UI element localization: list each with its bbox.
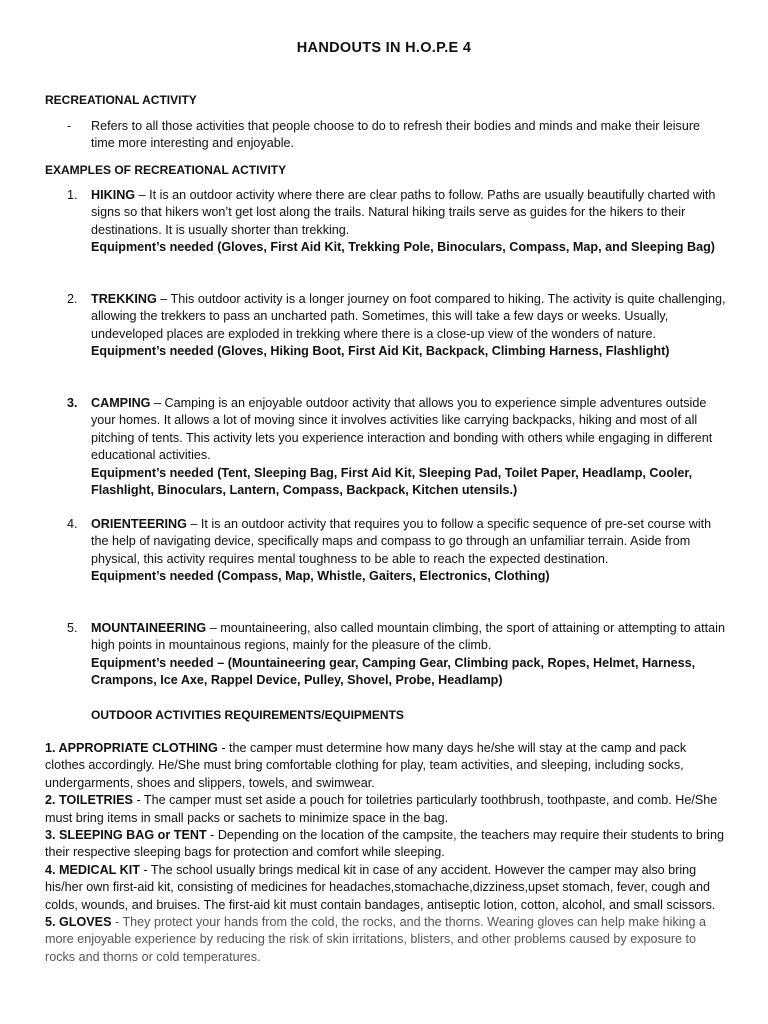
requirement-text: - They protect your hands from the cold, the rocks, and the thorns. Wearing gloves can help make hiking a more enjoyable experience by reducing the risk of skin irritations, blisters, and other problems caused by exposure to rocks and thorns or cold temperatures. [45,915,707,964]
example-description: – This outdoor activity is a longer journey on foot compared to hiking. The activity is quite challenging, allowing the trekkers to pass an uncharted path. Sometimes, this will take a few days or weeks. Usually, undeveloped places are exploded in trekking where there is a close-up view of the wonders of nature. [91,292,726,341]
example-name: CAMPING [91,396,151,410]
requirements-heading: OUTDOOR ACTIVITIES REQUIREMENTS/EQUIPMENTS [91,708,404,722]
example-name: HIKING [91,188,136,202]
example-number: 2. [67,292,78,306]
requirement-text: - The school usually brings medical kit in case of any accident. However the camper may also bring his/her own first-aid kit, consisting of medicines for headaches,stomachache,dizziness,upset stomach, fever, cough and colds, wounds, and bruises. The first-aid kit must contain bandages, antiseptic lotion, cotton, alcohol, and small scissors. [45,862,716,912]
recreational-definition [67,118,727,153]
definition-text: Refers to all those activities that people choose to do to refresh their bodies and minds and make their leisure time more interesting and enjoyable. [91,119,701,151]
examples-heading: EXAMPLES OF RECREATIONAL ACTIVITY [45,163,287,177]
example-item-orienteering [67,516,727,586]
example-item-trekking [67,291,727,361]
example-number: 5. [67,621,78,635]
dash-bullet: - [67,119,72,133]
requirement-item-clothing [45,740,725,792]
requirement-label: 2. TOILETRIES [45,793,133,808]
requirement-label: 3. SLEEPING BAG or TENT [45,828,207,843]
page-title: HANDOUTS IN H.O.P.E 4 [296,40,472,56]
example-number: 1. [67,188,78,202]
requirement-label: 5. GLOVES [45,915,112,930]
example-description: – Camping is an enjoyable outdoor activity that allows you to experience simple adventures outside your homes. It allows a lot of moving since it involves activities like carrying backpacks, hiking and most of all pitching of tents. This activity lets you experience interaction and bonding with others while engaging in different educational activities. [91,396,713,463]
example-item-camping [67,395,727,499]
recreational-heading: RECREATIONAL ACTIVITY [45,93,197,107]
example-equipment: Equipment’s needed (Tent, Sleeping Bag, First Aid Kit, Sleeping Pad, Toilet Paper, Headlamp, Cooler, Flashlight, Binoculars, Lantern, Compass, Backpack, Kitchen utensils.) [91,465,693,498]
requirement-text: - the camper must determine how many days he/she will stay at the camp and pack clothes accordingly. He/She must bring comfortable clothing for play, team activities, and sleeping, including socks, undergarments, shoes and slippers, towels, and swimwear. [45,741,687,790]
example-name: MOUNTAINEERING [91,621,207,635]
requirement-item-medical-kit [45,862,725,914]
example-item-mountaineering [67,620,727,690]
requirement-item-toiletries [45,792,725,827]
requirement-label: 1. APPROPRIATE CLOTHING [45,741,218,755]
requirements-list [45,740,725,966]
example-number: 3. [67,396,78,410]
example-number: 4. [67,517,78,531]
example-item-hiking [67,187,727,257]
example-equipment: Equipment’s needed (Gloves, First Aid Kit, Trekking Pole, Binoculars, Compass, Map, and Sleeping Bag) [91,240,715,255]
requirement-label: 4. MEDICAL KIT [45,862,140,877]
example-equipment: Equipment’s needed – (Mountaineering gear, Camping Gear, Climbing pack, Ropes, Helmet, Harness, Crampons, Ice Axe, Rappel Device, Pulley, Shovel, Probe, Headlamp) [91,655,696,688]
example-equipment: Equipment’s needed (Gloves, Hiking Boot, First Aid Kit, Backpack, Climbing Harness, Flashlight) [91,344,670,359]
example-description: – It is an outdoor activity where there are clear paths to follow. Paths are usually beautifully charted with signs so that hikers won’t get lost along the trails. Natural hiking trails serve as guides for the hikers to their destinations. It is usually shorter than trekking. [91,188,716,237]
requirement-item-gloves [45,914,725,966]
requirement-text: - Depending on the location of the campsite, the teachers may require their students to bring their respective sleeping bags for protection and comfort while sleeping. [45,828,724,860]
example-description: – mountaineering, also called mountain climbing, the sport of attaining or attempting to attain high points in mountainous regions, mainly for the pleasure of the climb. [91,621,725,653]
requirement-text: - The camper must set aside a pouch for toiletries particularly toothbrush, toothpaste, and comb. He/She must bring items in small packs or sachets to minimize space in the bag. [45,793,718,825]
requirement-item-sleeping-bag [45,827,725,862]
example-name: ORIENTEERING [91,517,187,531]
example-name: TREKKING [91,292,157,306]
example-equipment: Equipment’s needed (Compass, Map, Whistle, Gaiters, Electronics, Clothing) [91,569,550,584]
example-description: – It is an outdoor activity that requires you to follow a specific sequence of pre-set course with the help of navigating device, specifically maps and compass to go through an unfamiliar terrain. Aside from physical, this activity requires mental toughness to be able to reach the expected destination. [91,517,712,566]
